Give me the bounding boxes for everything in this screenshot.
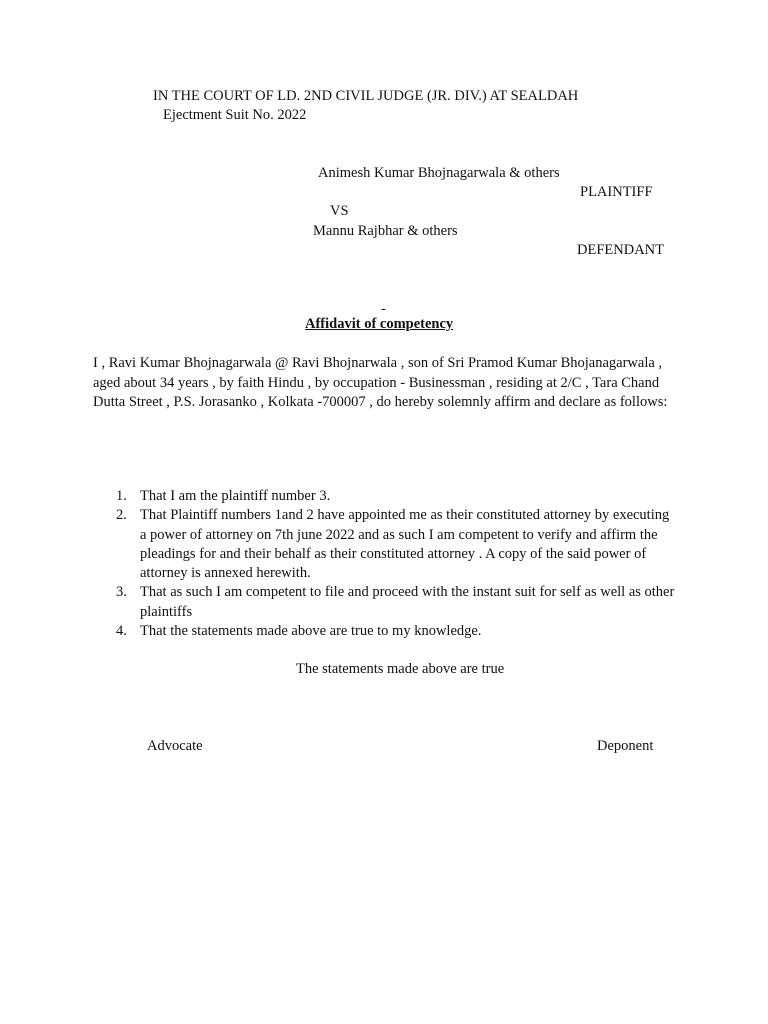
affidavit-title: Affidavit of competency xyxy=(305,316,454,332)
clause-item xyxy=(0,487,676,506)
clause-item xyxy=(0,622,676,641)
plaintiff-name: Animesh Kumar Bhojnagarwala & others xyxy=(318,165,560,181)
clause-number: 1. xyxy=(116,488,127,504)
clause-number: 3. xyxy=(116,584,127,601)
dash-mark: - xyxy=(381,301,386,317)
clause-list xyxy=(0,487,768,641)
advocate-signature-label: Advocate xyxy=(147,738,203,754)
deponent-signature-label: Deponent xyxy=(597,738,654,754)
clause-item xyxy=(0,583,676,622)
suit-number: Ejectment Suit No. 2022 xyxy=(163,107,307,123)
clause-number: 2. xyxy=(116,507,127,524)
clause-number: 4. xyxy=(116,623,127,640)
closing-statement: The statements made above are true xyxy=(296,661,505,677)
clause-text: That I am the plaintiff number 3. xyxy=(140,488,331,504)
clause-text: That Plaintiff numbers 1and 2 have appointed me as their constituted attorney by executing a power of attorney on 7th june 2022 and as such I am competent to verify and affirm the pleadings for and their behalf as their constituted attorney . A copy of the said power of attorney is annexed herewith. xyxy=(140,507,670,582)
clause-text: That as such I am competent to file and proceed with the instant suit for self as well as other plaintiffs xyxy=(140,584,675,620)
court-heading: IN THE COURT OF LD. 2ND CIVIL JUDGE (JR. DIV.) AT SEALDAH xyxy=(153,88,579,104)
clause-item xyxy=(0,506,676,583)
versus-label: VS xyxy=(330,203,349,219)
defendant-role-label: DEFENDANT xyxy=(577,242,664,258)
plaintiff-role-label: PLAINTIFF xyxy=(580,184,653,200)
clause-text: That the statements made above are true to my knowledge. xyxy=(140,623,482,640)
intro-paragraph: I , Ravi Kumar Bhojnagarwala @ Ravi Bhojnarwala , son of Sri Pramod Kumar Bhojanagarwala , aged about 34 years , by faith Hindu , by occupation - Businessman , residing at 2/C , Tara Chand Dutta Street , P.S. Jorasanko , Kolkata -700007 , do hereby solemnly affirm and declare as follows: xyxy=(93,355,668,410)
defendant-name: Mannu Rajbhar & others xyxy=(313,223,458,239)
